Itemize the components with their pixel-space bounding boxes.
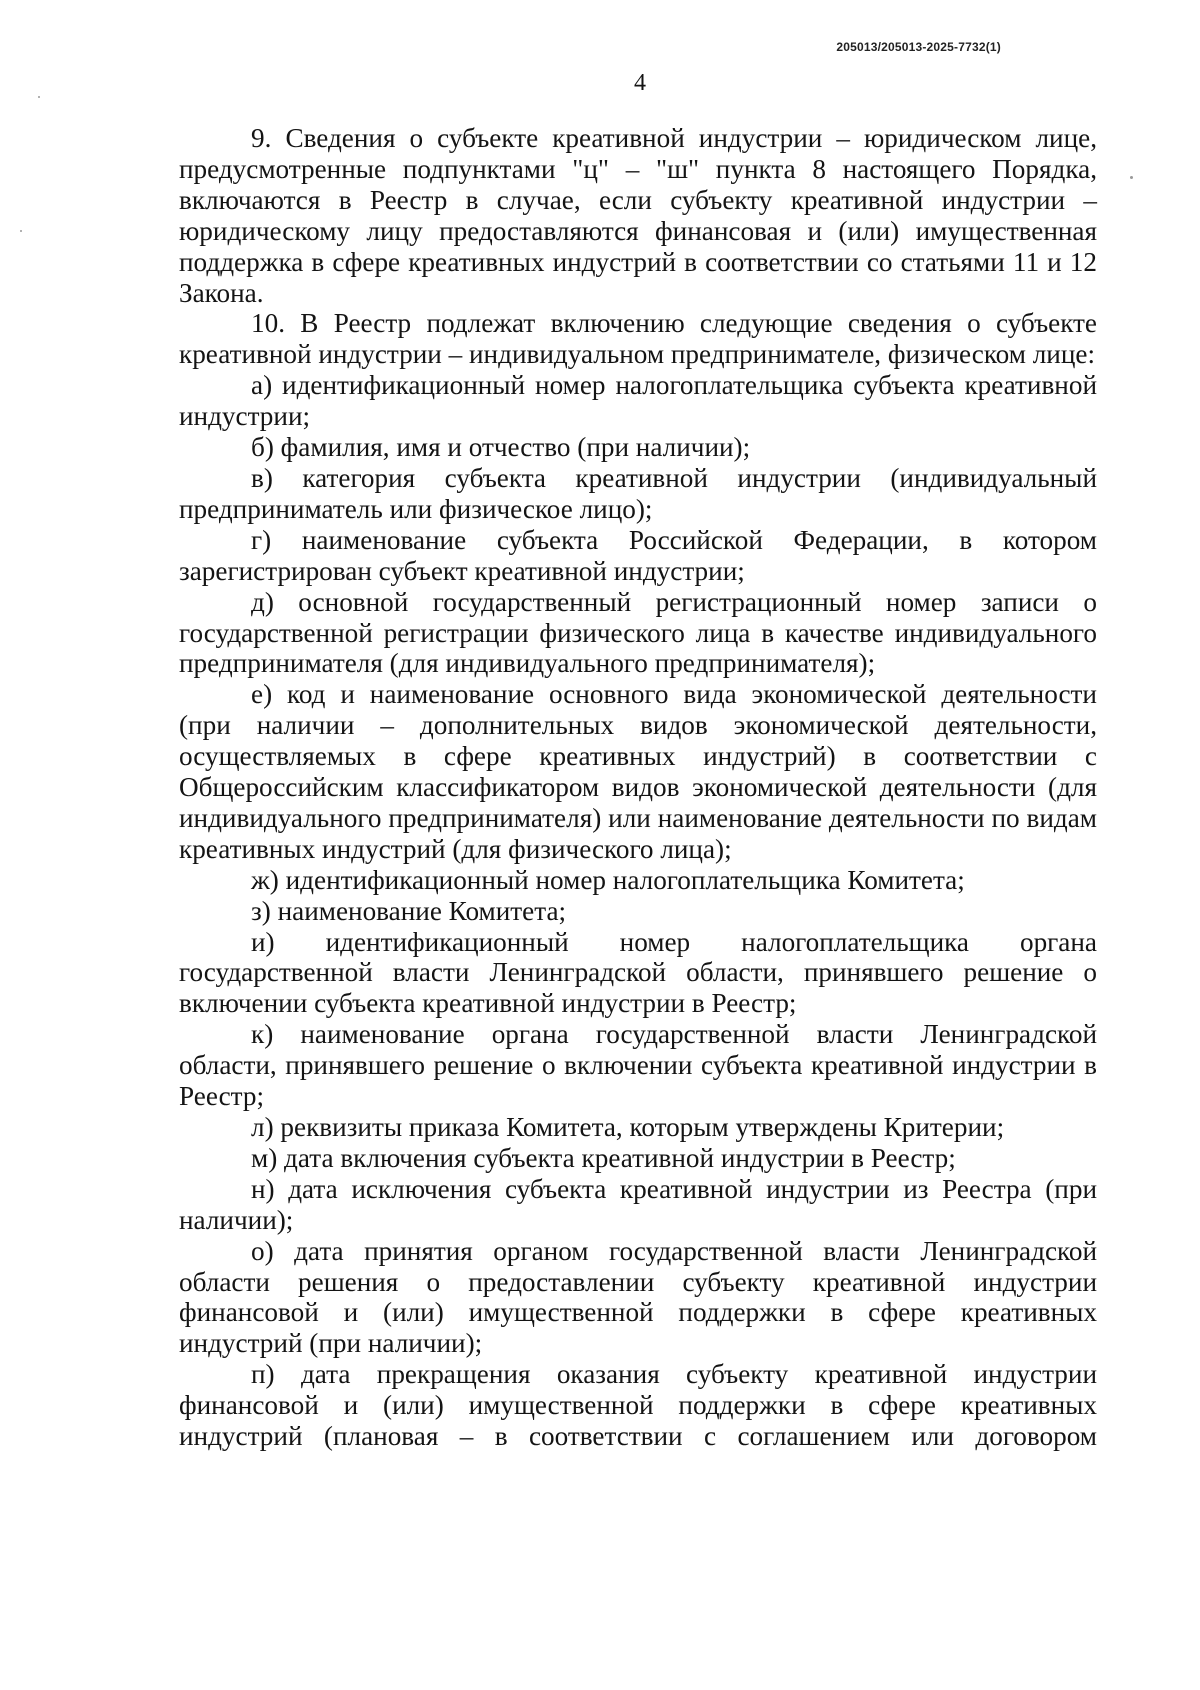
- list-item-v: в) категория субъекта креативной индустрии (индивидуальный предприниматель или физическое лицо);: [179, 462, 1097, 524]
- list-item-b: б) фамилия, имя и отчество (при наличии);: [251, 432, 751, 463]
- list-item-p: п) дата прекращения оказания субъекту креативной индустрии финансовой и (или) имущественной поддержки в сфере креативных индустрий (плановая – в соответствии с соглашением или договором: [179, 1359, 1097, 1452]
- scan-speck: [1130, 176, 1133, 179]
- list-item-l: л) реквизиты приказа Комитета, которым утверждены Критерии;: [251, 1112, 1005, 1142]
- document-body: [179, 123, 1097, 1452]
- list-item-a: а) идентификационный номер налогоплательщика субъекта креативной индустрии;: [179, 370, 1097, 432]
- list-item-z: з) наименование Комитета;: [251, 895, 567, 926]
- list-item-i: и) идентификационный номер налогоплательщика органа государственной власти Ленинградской области, принявшего решение о включении субъекта креативной индустрии в Реестр;: [179, 926, 1097, 1019]
- document-id: 205013/205013-2025-7732(1): [836, 40, 1001, 54]
- list-item-o: о) дата принятия органом государственной власти Ленинградской области решения о предоставлении субъекту креативной индустрии финансовой и (или) имущественной поддержки в сфере креативных индустрий (при наличии);: [179, 1235, 1097, 1359]
- paragraph-10: 10. В Реестр подлежат включению следующие сведения о субъекте креативной индустрии – индивидуальном предпринимателе, физическом лице:: [179, 308, 1097, 370]
- list-item-m: м) дата включения субъекта креативной индустрии в Реестр;: [251, 1142, 956, 1173]
- list-item-k: к) наименование органа государственной власти Ленинградской области, принявшего решение о включении субъекта креативной индустрии в Реестр;: [179, 1019, 1097, 1112]
- list-item-n: н) дата исключения субъекта креативной индустрии из Реестра (при наличии);: [179, 1173, 1097, 1235]
- paragraph-9: 9. Сведения о субъекте креативной индустрии – юридическом лице, предусмотренные подпунктами "ц" – "ш" пункта 8 настоящего Порядка, включаются в Реестр в случае, если субъекту креативной индустрии – юридическому лицу предоставляются финансовая и (или) имущественная поддержка в сфере креативных индустрий в соответствии со статьями 11 и 12 Закона.: [179, 123, 1097, 308]
- page-number: 4: [634, 70, 646, 96]
- scan-speck: [20, 230, 22, 232]
- scan-speck: [38, 96, 40, 98]
- list-item-zh: ж) идентификационный номер налогоплательщика Комитета;: [251, 864, 965, 895]
- list-item-d: д) основной государственный регистрационный номер записи о государственной регистрации физического лица в качестве индивидуального предпринимателя (для индивидуального предпринимателя);: [179, 586, 1097, 679]
- list-item-g: г) наименование субъекта Российской Федерации, в котором зарегистрирован субъект креативной индустрии;: [179, 524, 1097, 586]
- list-item-e: е) код и наименование основного вида экономической деятельности (при наличии – дополнительных видов экономической деятельности, осуществляемых в сфере креативных индустрий) в соответствии с Общероссийским классификатором видов экономической деятельности (для индивидуального предпринимателя) или наименование деятельности по видам креативных индустрий (для физического лица);: [179, 679, 1097, 864]
